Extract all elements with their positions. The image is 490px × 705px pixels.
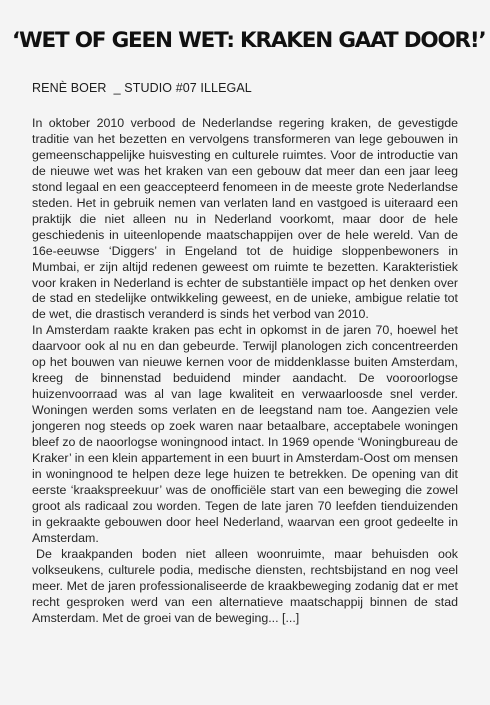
paragraph-kraakpanden: De kraakpanden boden niet alleen woonruimte, maar behuisden ook volkseukens, culturele podia, medische diensten, rechtsbijstand en nog veel meer. Met de jaren professionaliseerde de kraakbeweging zodanig dat er met recht gesproken werd van een alternatieve maatschappij binnen de stad Amsterdam. Met de groei van de beweging... [...] <box>32 546 458 625</box>
paragraph-intro: In oktober 2010 verbood de Nederlandse regering kraken, de gevestigde traditie van het bezetten en vervolgens transformeren van lege gebouwen in gemeenschappelijke huisvesting en culturele ruimtes. Voor de introductie van de nieuwe wet was het kraken van een gebouw dat meer dan een jaar leeg stond legaal en een geaccepteerd fenomeen in de meeste grote Nederlandse steden. Het in gebruik nemen van verlaten land en vastgoed is uiteraard een praktijk die niet alleen nu in Nederland voorkomt, maar door de hele geschiedenis in uiteenlopende maatschappijen over de hele wereld. Van de 16e-eeuwse ‘Diggers’ in Engeland tot de huidige sloppenbewoners in Mumbai, er zijn altijd redenen geweest om ruimte te bezetten. Karakteristiek voor kraken in Nederland is echter de substantiële impact op het denken over de stad en stedelijke ontwikkeling geweest, en de unieke, ambigue relatie tot de wet, die drastisch veranderd is sinds het verbod van 2010. <box>32 116 458 322</box>
article-body <box>32 116 458 627</box>
article-byline: RENÈ BOER _ STUDIO #07 ILLEGAL <box>32 81 252 95</box>
paragraph-amsterdam: In Amsterdam raakte kraken pas echt in opkomst in de jaren 70, hoewel het daarvoor ook al nu en dan gebeurde. Terwijl planologen zich concentreerden op het bouwen van nieuwe kernen voor de middenklasse buiten Amsterdam, kreeg de binnenstad beduidend minder aandacht. De vooroorlogse huizenvoorraad was al van lage kwaliteit en verwaarloosde snel verder. Woningen werden soms verlaten en de leegstand nam toe. Aangezien vele jongeren nog steeds op zoek waren naar betaalbare, acceptabele woningen bleef zo de naoorlogse woningnood intact. In 1969 opende ‘Woningbureau de Kraker’ in een klein appartement in een buurt in Amsterdam-Oost om mensen in woningnood te helpen deze lege huizen te betrekken. De opening van dit eerste ‘kraakspreekuur’ was de onofficiële start van een beweging die zowel groot als radicaal zou worden. Tegen de late jaren 70 leefden tienduizenden in gekraakte gebouwen door heel Nederland, waarvan een groot gedeelte in Amsterdam. <box>32 323 458 545</box>
article-title: ‘WET OF GEEN WET: KRAKEN GAAT DOOR!’ <box>12 28 486 53</box>
